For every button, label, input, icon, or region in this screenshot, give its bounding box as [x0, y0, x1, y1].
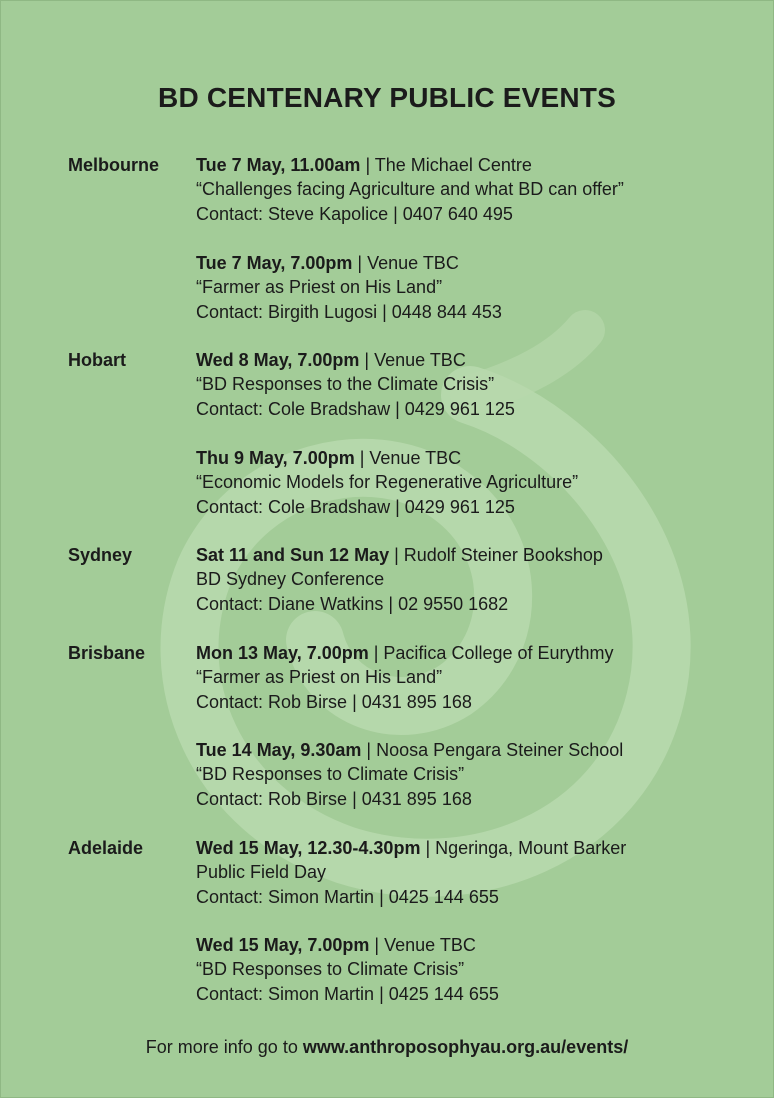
event-description: “BD Responses to Climate Crisis”: [196, 764, 465, 785]
event-date-time: Tue 7 May, 7.00pm: [196, 253, 353, 273]
event-contact: Contact: Birgith Lugosi | 0448 844 453: [196, 301, 502, 322]
event-date-time: Tue 14 May, 9.30am: [196, 740, 362, 760]
city-melbourne: Melbourne: [68, 155, 160, 175]
city-hobart: Hobart: [68, 350, 126, 370]
event-venue: | Venue TBC: [352, 253, 459, 273]
event-date-time: Wed 15 May, 7.00pm: [196, 935, 370, 955]
event-description: “Challenges facing Agriculture and what BD can offer”: [196, 179, 624, 200]
event-brisbane-2: [196, 738, 756, 811]
event-header: [196, 933, 756, 957]
event-contact: Contact: Cole Bradshaw | 0429 961 125: [196, 398, 515, 419]
event-date-time: Mon 13 May, 7.00pm: [196, 643, 369, 663]
footer-prefix: For more info go to: [145, 1037, 303, 1057]
event-date-time: Wed 15 May, 12.30-4.30pm: [196, 838, 421, 858]
event-contact: Contact: Simon Martin | 0425 144 655: [196, 886, 499, 907]
event-adelaide-2: [196, 933, 756, 1006]
event-venue: | The Michael Centre: [360, 155, 532, 175]
city-brisbane: Brisbane: [68, 643, 146, 663]
event-description: “Farmer as Priest on His Land”: [196, 277, 443, 298]
event-date-time: Wed 8 May, 7.00pm: [196, 350, 360, 370]
event-contact: Contact: Cole Bradshaw | 0429 961 125: [196, 496, 515, 517]
event-header: [196, 153, 756, 177]
event-contact: Contact: Simon Martin | 0425 144 655: [196, 983, 499, 1004]
event-venue: | Venue TBC: [359, 350, 466, 370]
event-sydney-1: [196, 543, 756, 616]
event-header: [196, 738, 756, 762]
event-header: [196, 641, 756, 665]
event-venue: | Noosa Pengara Steiner School: [361, 740, 624, 760]
event-header: [196, 348, 756, 372]
event-venue: | Venue TBC: [369, 935, 476, 955]
event-description: “Farmer as Priest on His Land”: [196, 667, 443, 688]
event-date-time: Thu 9 May, 7.00pm: [196, 448, 355, 468]
event-description: BD Sydney Conference: [196, 569, 385, 590]
event-contact: Contact: Steve Kapolice | 0407 640 495: [196, 203, 513, 224]
event-contact: Contact: Diane Watkins | 02 9550 1682: [196, 593, 509, 614]
event-description: “Economic Models for Regenerative Agriculture”: [196, 472, 579, 493]
event-date-time: Tue 7 May, 11.00am: [196, 155, 361, 175]
event-description: Public Field Day: [196, 862, 327, 883]
event-hobart-1: [196, 348, 756, 421]
event-header: [196, 251, 756, 275]
event-description: “BD Responses to Climate Crisis”: [196, 959, 465, 980]
event-date-time: Sat 11 and Sun 12 May: [196, 545, 390, 565]
footer-url: www.anthroposophyau.org.au/events/: [302, 1037, 629, 1057]
event-hobart-2: [196, 446, 756, 519]
event-venue: | Rudolf Steiner Bookshop: [389, 545, 603, 565]
event-melbourne-2: [196, 251, 756, 324]
event-header: [196, 836, 756, 860]
event-melbourne-1: [196, 153, 756, 226]
event-venue: | Pacifica College of Eurythmy: [368, 643, 614, 663]
event-header: [196, 446, 756, 470]
footer-info: [0, 1037, 774, 1058]
event-adelaide-1: [196, 836, 756, 909]
event-contact: Contact: Rob Birse | 0431 895 168: [196, 788, 472, 809]
event-header: [196, 543, 756, 567]
event-brisbane-1: [196, 641, 756, 714]
event-contact: Contact: Rob Birse | 0431 895 168: [196, 691, 472, 712]
city-sydney: Sydney: [68, 545, 133, 565]
page-title: BD CENTENARY PUBLIC EVENTS: [158, 82, 616, 113]
event-venue: | Ngeringa, Mount Barker: [420, 838, 627, 858]
city-adelaide: Adelaide: [68, 838, 144, 858]
event-description: “BD Responses to the Climate Crisis”: [196, 374, 495, 395]
event-venue: | Venue TBC: [354, 448, 462, 468]
